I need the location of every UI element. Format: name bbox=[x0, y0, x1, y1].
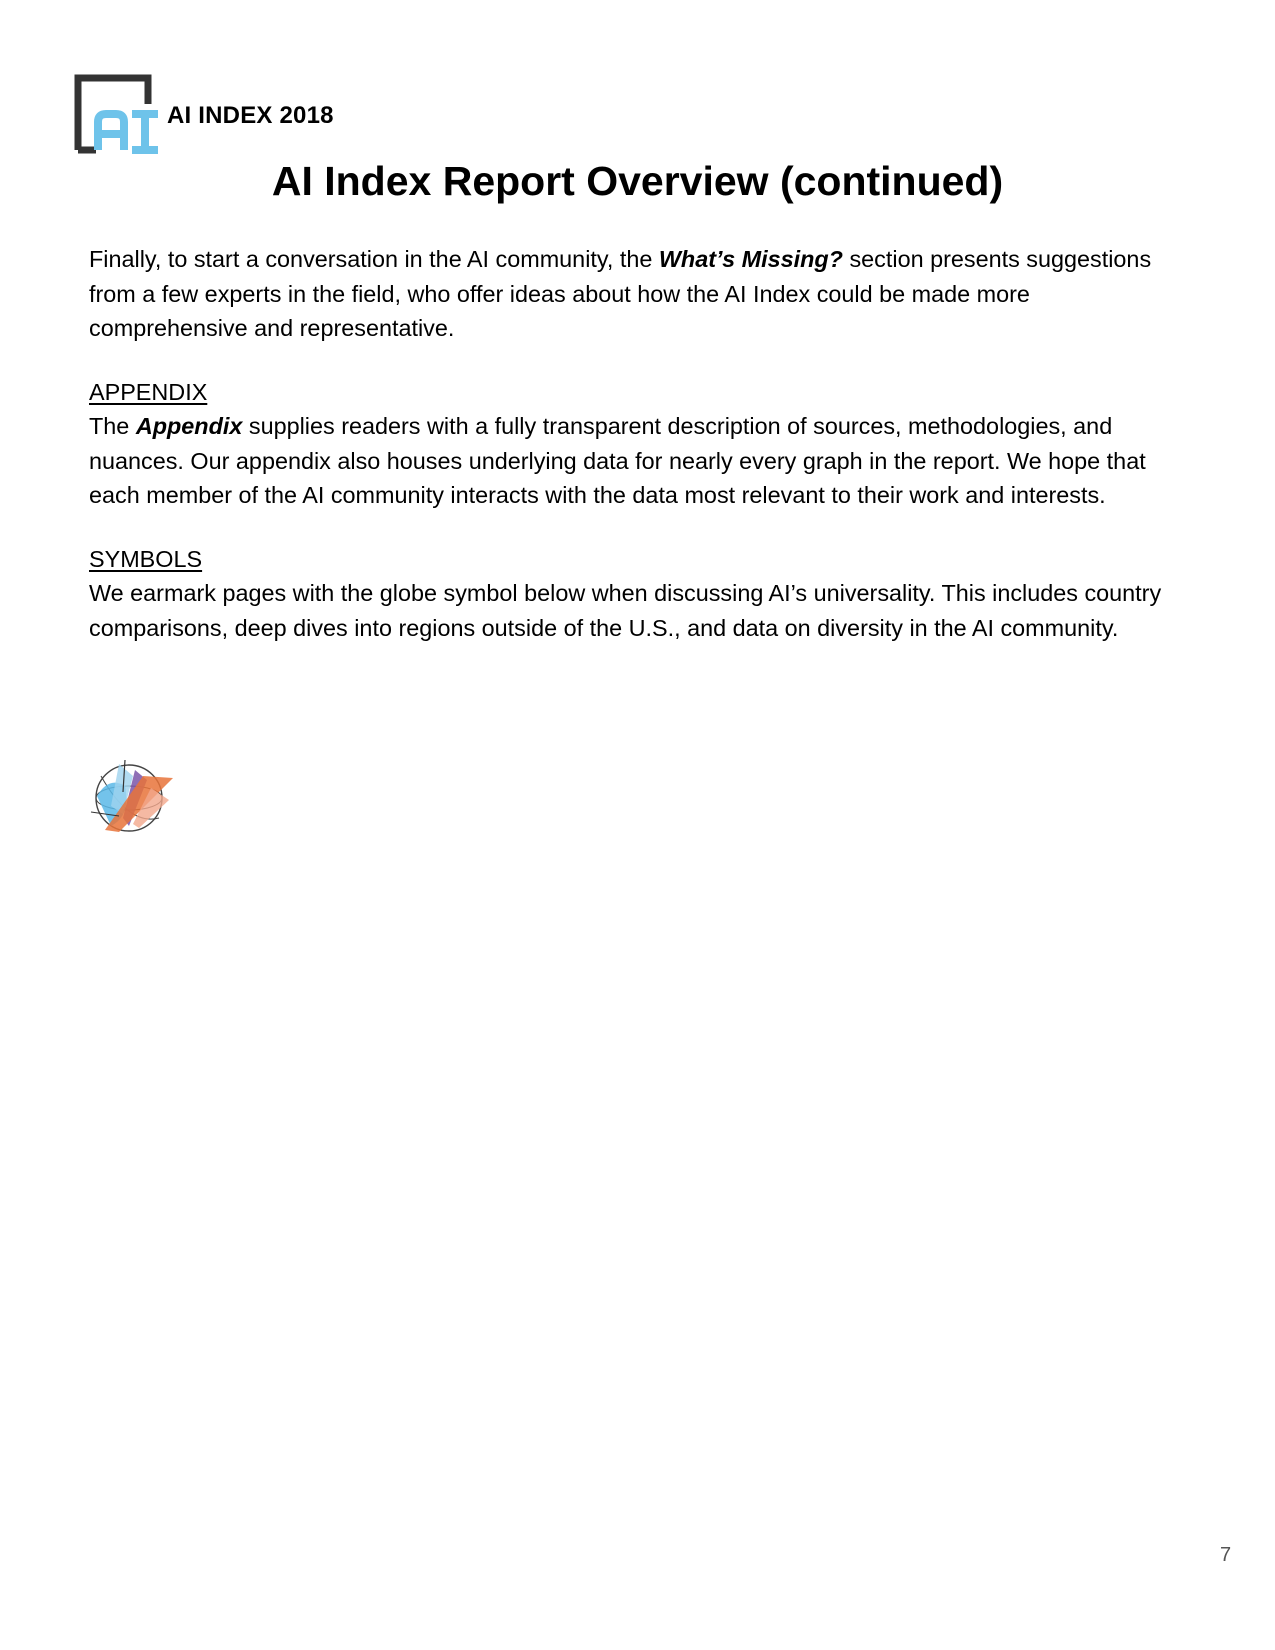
whats-missing-emphasis: What’s Missing? bbox=[658, 246, 843, 272]
symbols-heading: SYMBOLS bbox=[89, 545, 203, 572]
page-title: AI Index Report Overview (continued) bbox=[271, 158, 1004, 204]
globe-icon bbox=[89, 756, 175, 836]
appendix-text-start: The bbox=[89, 413, 136, 439]
appendix-text-end: supplies readers with a fully transparent description of sources, methodologies, and nuances. Our appendix also houses underlying data for nearly every graph in the report. We hope that each member of the AI community interacts with the data most relevant to their work and interests. bbox=[89, 413, 1146, 508]
page-body bbox=[89, 242, 1189, 645]
report-header bbox=[74, 74, 374, 154]
symbols-section bbox=[89, 542, 1189, 646]
page-number: 7 bbox=[1220, 1544, 1232, 1566]
appendix-emphasis: Appendix bbox=[135, 413, 243, 439]
ai-index-logo bbox=[74, 74, 164, 154]
appendix-section bbox=[89, 375, 1189, 513]
intro-paragraph bbox=[89, 242, 1189, 346]
brand-title: AI INDEX 2018 bbox=[167, 102, 334, 129]
intro-text-start: Finally, to start a conversation in the AI community, the bbox=[89, 246, 659, 272]
appendix-paragraph bbox=[89, 409, 1189, 513]
intro-text-end: section presents suggestions from a few experts in the field, who offer ideas about how the AI Index could be made more comprehensive and representative. bbox=[89, 246, 1152, 341]
appendix-heading: APPENDIX bbox=[89, 378, 208, 405]
symbols-paragraph: We earmark pages with the globe symbol below when discussing AI’s universality. This includes country comparisons, deep dives into regions outside of the U.S., and data on diversity in the AI community. bbox=[89, 580, 1162, 641]
